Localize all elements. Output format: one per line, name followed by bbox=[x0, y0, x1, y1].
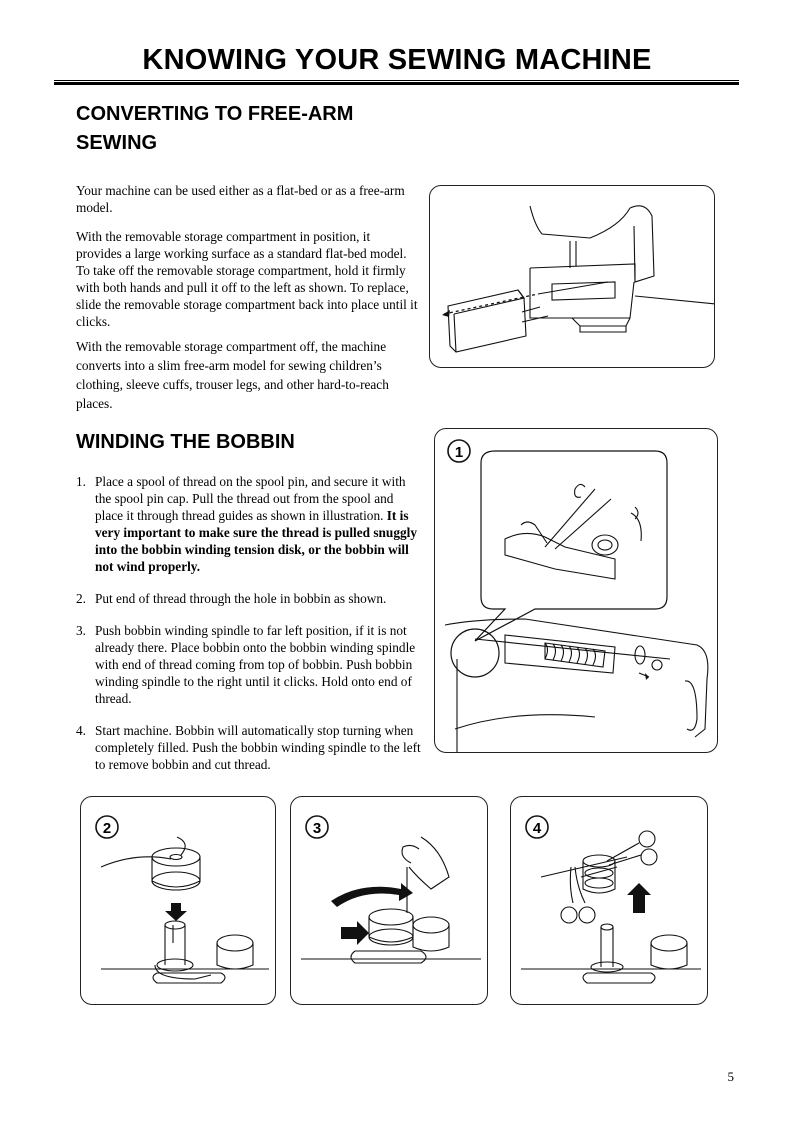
title-rule-thick bbox=[54, 82, 739, 85]
step-text: Push bobbin winding spindle to far left position, if it is not already there. Place bobbin onto the bobbin winding spindle with end of thread coming from top of bobbin. Push bobbin winding spindle to the right until it clicks. Hold onto end of thread. bbox=[95, 623, 416, 706]
figure-2-drawing bbox=[81, 797, 276, 1005]
step-1 bbox=[76, 473, 422, 575]
step-warning: It is very important to make sure the thread is pulled snuggly into the bobbin winding tension disk, or the bobbin will not wind properly. bbox=[95, 508, 417, 574]
figure-3-label: 3 bbox=[312, 820, 322, 837]
figure-1-label: 1 bbox=[454, 444, 464, 461]
free-arm-paragraph-2: With the removable storage compartment in position, it provides a large working surface as a standard flat-bed model. To take off the removable storage compartment, hold it firmly with both hands and pull it off to the left as shown. To replace, slide the removable storage compartment back into place until it clicks. bbox=[76, 229, 418, 329]
figure-3-drawing bbox=[291, 797, 488, 1005]
figure-1-drawing bbox=[435, 429, 718, 753]
free-arm-paragraph-3: With the removable storage compartment off, the machine converts into a slim free-arm model for sewing children’s clothing, sleeve cuffs, trouser legs, and other hard-to-reach places. bbox=[76, 339, 389, 411]
figure-3-spindle-push bbox=[290, 796, 488, 1005]
step-text: Start machine. Bobbin will automatically stop turning when completely filled. Push the bobbin winding spindle to the left to remove bobbin and cut thread. bbox=[95, 723, 421, 772]
bobbin-steps bbox=[76, 473, 422, 788]
free-arm-illustration bbox=[429, 185, 715, 368]
figure-4-label: 4 bbox=[532, 820, 542, 837]
step-number: 1. bbox=[76, 474, 86, 489]
bobbin-heading: WINDING THE BOBBIN bbox=[76, 431, 295, 453]
figure-2-bobbin-thread bbox=[80, 796, 276, 1005]
step-number: 3. bbox=[76, 623, 86, 638]
page-title: KNOWING YOUR SEWING MACHINE bbox=[142, 44, 652, 76]
step-4 bbox=[76, 722, 422, 773]
step-text: Put end of thread through the hole in bobbin as shown. bbox=[95, 591, 387, 606]
figure-4-cut-thread bbox=[510, 796, 708, 1005]
step-number: 2. bbox=[76, 591, 86, 606]
sewing-machine-drawing bbox=[430, 186, 715, 368]
title-rule bbox=[54, 80, 739, 81]
step-2 bbox=[76, 590, 422, 607]
step-number: 4. bbox=[76, 723, 86, 738]
figure-1-bobbin-winder bbox=[434, 428, 718, 753]
page-number: 5 bbox=[727, 1069, 734, 1084]
step-3 bbox=[76, 622, 422, 707]
step-text: Place a spool of thread on the spool pin, and secure it with the spool pin cap. Pull the thread out from the spool and place it through thread guides as shown in illustration. bbox=[95, 474, 406, 523]
free-arm-paragraph-1: Your machine can be used either as a flat-bed or as a free-arm model. bbox=[76, 183, 405, 215]
figure-4-drawing bbox=[511, 797, 708, 1005]
free-arm-heading: CONVERTING TO FREE-ARM SEWING bbox=[76, 103, 354, 154]
figure-2-label: 2 bbox=[102, 820, 112, 837]
